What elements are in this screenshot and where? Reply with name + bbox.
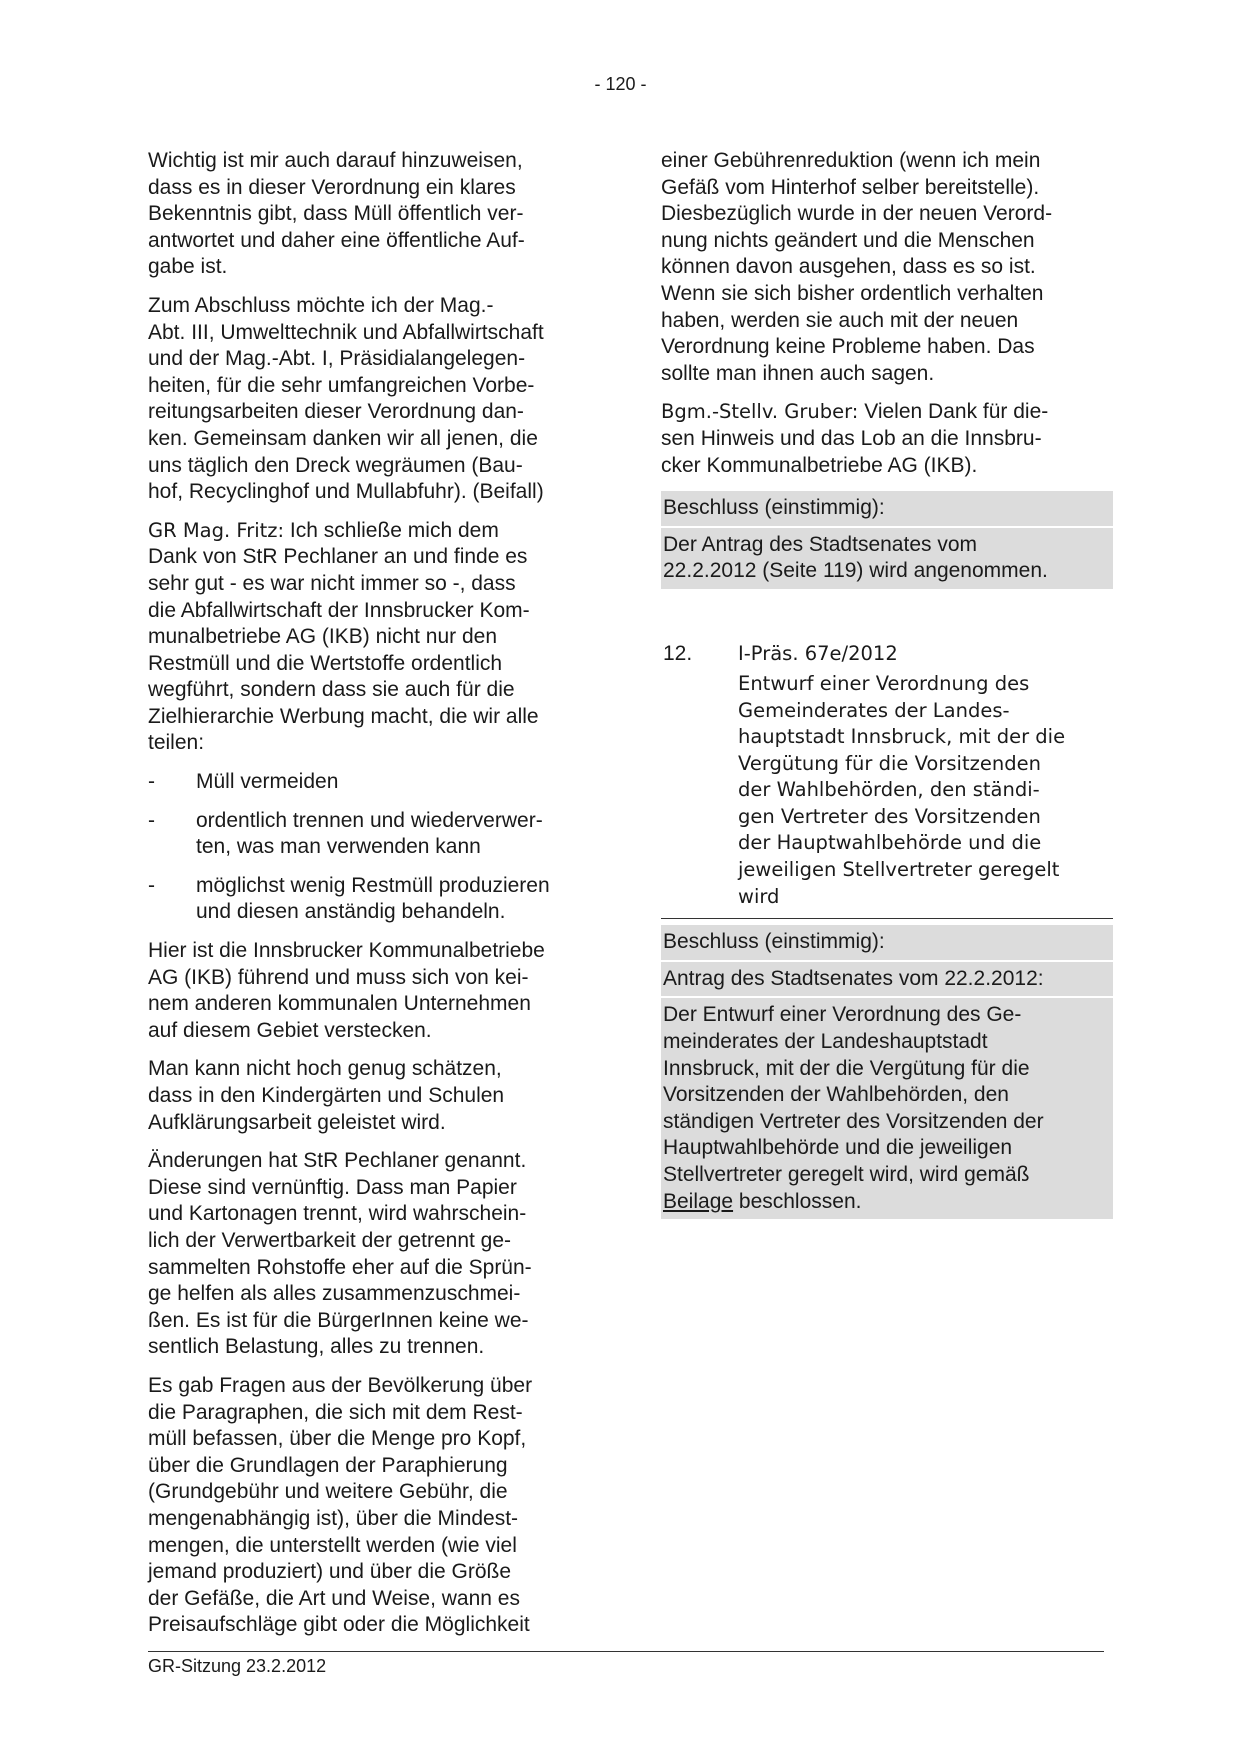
page-number: - 120 -	[594, 74, 647, 94]
attachment-link[interactable]: Beilage	[663, 1189, 734, 1213]
right-column	[661, 148, 1113, 1219]
paragraph: Änderungen hat StR Pechlaner genannt. Diese sind vernünftig. Dass man Papier und Kartonagen trennt, wird wahrschein- lich der Verwertbarkeit der getrennt ge- sammelten Rohstoffe eher auf die Sprün- ge helfen als alles zusammenzuschmei- ßen. Es ist für die BürgerInnen keine we- sentlich Belastung, alles zu trennen.	[148, 1149, 532, 1359]
speaker-paragraph: Bgm.-Stellv. Gruber: Vielen Dank für die- sen Hinweis und das Lob an die Innsbru- cker Kommunalbetriebe AG (IKB).	[661, 400, 1049, 477]
agenda-reference: I-Präs. 67e/2012	[738, 641, 898, 665]
left-column	[148, 148, 592, 1651]
paragraph: Man kann nicht hoch genug schätzen, dass in den Kindergärten und Schulen Aufklärungsarbeit geleistet wird.	[148, 1057, 505, 1134]
speaker-name: GR Mag. Fritz:	[148, 518, 285, 542]
paragraph: Hier ist die Innsbrucker Kommunalbetriebe AG (IKB) führend und muss sich von kei- nem anderen kommunalen Unternehmen auf diesem Gebiet verstecken.	[148, 939, 545, 1042]
paragraph: einer Gebührenreduktion (wenn ich mein Gefäß vom Hinterhof selber bereitstelle). Diesbezüglich wurde in der neuen Verord- nung nichts geändert und die Menschen können davon ausgehen, dass es so ist. Wenn sie sich bisher ordentlich verhalten haben, werden sie auch mit der neuen Verordnung keine Probleme haben. Das sollte man ihnen auch sagen.	[661, 149, 1053, 385]
speaker-name: Bgm.-Stellv. Gruber:	[661, 400, 859, 424]
agenda-number: 12.	[663, 641, 693, 665]
paragraph: Zum Abschluss möchte ich der Mag.- Abt. III, Umwelttechnik und Abfallwirtschaft und der Mag.-Abt. I, Präsidialangelegen- heiten, für die sehr umfangreichen Vorbe- reitungsarbeiten dieser Verordnung dan- ken. Gemeinsam danken wir all jenen, die uns täglich den Dreck wegräumen (Bau- hof, Recyclinghof und Mullabfuhr). (Beifall)	[148, 293, 544, 504]
paragraph: Wichtig ist mir auch darauf hinzuweisen, dass es in dieser Verordnung ein klares Bekenntnis gibt, dass Müll öffentlich ver- antwortet und daher eine öffentliche Auf- gabe ist.	[148, 149, 525, 279]
list-item: - Müll vermeiden	[148, 770, 339, 794]
decision-text-box: Der Entwurf einer Verordnung des Ge- meinderates der Landeshauptstadt Innsbruck, mit der die Vergütung für die Vorsitzenden der Wahlbehörden, den ständigen Vertreter des Vorsitzenden der Hauptwahlbehörde und die jeweiligen Stellvertreter geregelt wird, wird gemäß Beilage beschlossen.	[661, 996, 1113, 1219]
agenda-header	[661, 641, 1113, 671]
decision-label-box: Beschluss (einstimmig):	[661, 925, 1113, 960]
agenda-item	[661, 641, 1113, 925]
agenda-divider	[661, 918, 1113, 925]
speaker-paragraph: GR Mag. Fritz: Ich schließe mich dem Dank von StR Pechlaner an und finde es sehr gut - es war nicht immer so -, dass die Abfallwirtschaft der Innsbrucker Kom- munalbetriebe AG (IKB) nicht nur den Restmüll und die Wertstoffe ordentlich wegführt, sondern dass sie auch für die Zielhierarchie Werbung macht, die wir alle teilen:	[148, 518, 539, 755]
decision-text-box: Der Antrag des Stadtsenates vom 22.2.2012 (Seite 119) wird angenommen.	[661, 526, 1113, 589]
list-item: - möglichst wenig Restmüll produzieren und diesen anständig behandeln.	[148, 873, 550, 924]
list-item: - ordentlich trennen und wiederverwer- ten, was man verwenden kann	[148, 808, 543, 859]
page-footer: GR-Sitzung 23.2.2012	[148, 1651, 1104, 1677]
agenda-title: Entwurf einer Verordnung des Gemeinderates der Landes- hauptstadt Innsbruck, mit der die Vergütung für die Vorsitzenden der Wahlbehörden, den ständi- gen Vertreter des Vorsitzenden der Hauptwahlbehörde und die jeweiligen Stellvertreter geregelt wird	[738, 671, 1066, 908]
decision-motion-box: Antrag des Stadtsenates vom 22.2.2012:	[661, 960, 1113, 997]
paragraph: Es gab Fragen aus der Bevölkerung über die Paragraphen, die sich mit dem Rest- müll befassen, über die Menge pro Kopf, über die Grundlagen der Paraphierung (Grundgebühr und weitere Gebühr, die mengenabhängig ist), über die Mindest- mengen, die unterstellt werden (wie viel jemand produziert) und über die Größe der Gefäße, die Art und Weise, wann es Preisaufschläge gibt oder die Möglichkeit	[148, 1373, 533, 1637]
decision-label-box: Beschluss (einstimmig):	[661, 491, 1113, 526]
